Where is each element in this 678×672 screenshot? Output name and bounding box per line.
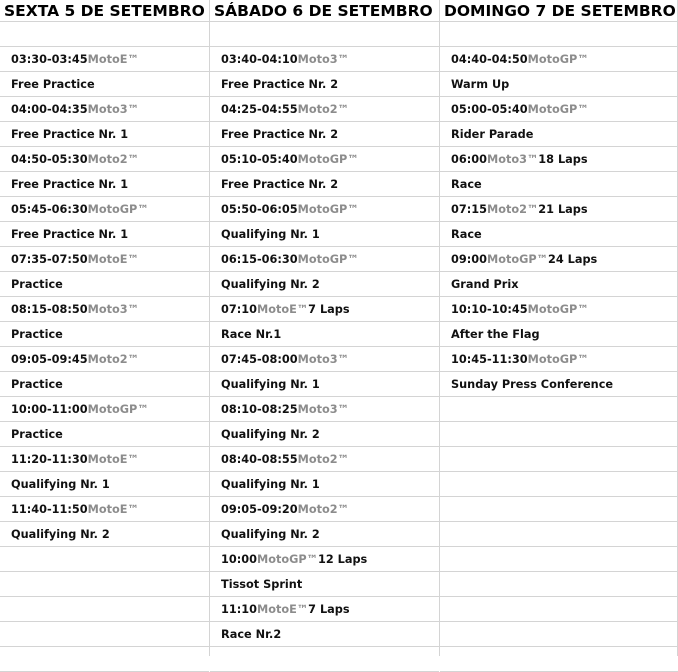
- category-label: MotoE™: [256, 603, 309, 616]
- schedule-cell[interactable]: [440, 572, 678, 597]
- cell-text: 08:15-08:50: [11, 303, 88, 316]
- schedule-cell[interactable]: [210, 172, 439, 197]
- cell-text: 09:05-09:20: [221, 503, 298, 516]
- category-label: Moto3™: [297, 53, 349, 66]
- schedule-cell[interactable]: [0, 322, 209, 347]
- schedule-cell[interactable]: [210, 72, 439, 97]
- schedule-cell[interactable]: [0, 122, 209, 147]
- schedule-cell[interactable]: [210, 222, 439, 247]
- schedule-cell[interactable]: [440, 122, 678, 147]
- schedule-cell[interactable]: [210, 447, 439, 472]
- schedule-cell[interactable]: [440, 97, 678, 122]
- schedule-cell[interactable]: [0, 472, 209, 497]
- cell-text: 07:45-08:00: [221, 353, 298, 366]
- cell-text: 08:10-08:25: [221, 403, 298, 416]
- schedule-cell[interactable]: [0, 622, 209, 647]
- cell-text: After the Flag: [451, 328, 540, 341]
- category-label: MotoGP™: [297, 203, 359, 216]
- cell-text: 05:45-06:30: [11, 203, 88, 216]
- schedule-cell[interactable]: [210, 372, 439, 397]
- cell-text: 08:40-08:55: [221, 453, 298, 466]
- category-label: MotoE™: [87, 53, 139, 66]
- cell-text: 05:00-05:40: [451, 103, 528, 116]
- cell-text: 10:00: [221, 553, 257, 566]
- cell-text: Practice: [11, 278, 63, 291]
- schedule-cell[interactable]: [0, 522, 209, 547]
- category-label: MotoGP™: [527, 303, 589, 316]
- cell-text: 10:45-11:30: [451, 353, 528, 366]
- schedule-cell[interactable]: [210, 322, 439, 347]
- schedule-cell[interactable]: [210, 47, 439, 72]
- rows-sunday: [440, 22, 678, 672]
- schedule-cell[interactable]: [440, 597, 678, 622]
- cell-text: Qualifying Nr. 1: [221, 478, 320, 491]
- category-label: MotoGP™: [87, 403, 149, 416]
- rows-friday: [0, 22, 209, 672]
- cell-text: Free Practice Nr. 2: [221, 178, 339, 191]
- cell-text: Free Practice Nr. 2: [221, 128, 339, 141]
- laps-label: 7 Laps: [308, 603, 350, 616]
- schedule-cell[interactable]: [0, 72, 209, 97]
- category-label: MotoE™: [87, 253, 139, 266]
- schedule-cell[interactable]: [0, 247, 209, 272]
- schedule-cell[interactable]: [210, 397, 439, 422]
- schedule-cell[interactable]: [440, 522, 678, 547]
- cell-text: Free Practice Nr. 1: [11, 178, 129, 191]
- schedule-cell[interactable]: [440, 422, 678, 447]
- cell-text: 03:40-04:10: [221, 53, 298, 66]
- schedule-cell[interactable]: [210, 522, 439, 547]
- cell-text: 07:10: [221, 303, 257, 316]
- cell-text: 11:40-11:50: [11, 503, 88, 516]
- category-label: Moto2™: [297, 103, 349, 116]
- column-header-saturday: SÁBADO 6 DE SETEMBRO: [210, 0, 439, 22]
- cell-text: 06:15-06:30: [221, 253, 298, 266]
- schedule-cell[interactable]: [440, 447, 678, 472]
- schedule-cell[interactable]: [210, 622, 439, 647]
- category-label: Moto3™: [87, 103, 139, 116]
- column-header-sunday: DOMINGO 7 DE SETEMBRO: [440, 0, 678, 22]
- cell-text: Warm Up: [451, 78, 510, 91]
- schedule-cell[interactable]: [210, 247, 439, 272]
- category-label: MotoGP™: [297, 153, 359, 166]
- cell-text: 06:00: [451, 153, 487, 166]
- schedule-cell[interactable]: [440, 647, 678, 672]
- category-label: MotoE™: [87, 453, 139, 466]
- schedule-cell[interactable]: [440, 547, 678, 572]
- cell-text: 11:10: [221, 603, 257, 616]
- category-label: MotoGP™: [527, 353, 589, 366]
- cell-text: Race: [451, 178, 482, 191]
- schedule-cell[interactable]: [210, 547, 439, 572]
- schedule-cell[interactable]: [440, 372, 678, 397]
- cell-text: Race Nr.1: [221, 328, 282, 341]
- cell-text: Free Practice Nr. 1: [11, 228, 129, 241]
- cell-text: Free Practice: [11, 78, 95, 91]
- cell-text: Rider Parade: [451, 128, 534, 141]
- cell-text: Practice: [11, 328, 63, 341]
- category-label: MotoE™: [87, 503, 139, 516]
- schedule-cell[interactable]: [210, 97, 439, 122]
- schedule-cell[interactable]: [440, 247, 678, 272]
- schedule-cell[interactable]: [210, 647, 439, 672]
- schedule-cell[interactable]: [440, 22, 678, 47]
- schedule-cell[interactable]: [0, 647, 209, 672]
- cell-text: Practice: [11, 378, 63, 391]
- schedule-cell[interactable]: [0, 197, 209, 222]
- schedule-cell[interactable]: [440, 222, 678, 247]
- column-friday: [0, 0, 210, 656]
- cell-text: Grand Prix: [451, 278, 519, 291]
- cell-text: 05:50-06:05: [221, 203, 298, 216]
- category-label: Moto3™: [297, 353, 349, 366]
- category-label: MotoGP™: [297, 253, 359, 266]
- cell-text: 03:30-03:45: [11, 53, 88, 66]
- schedule-cell[interactable]: [0, 272, 209, 297]
- schedule-cell[interactable]: [210, 22, 439, 47]
- category-label: Moto2™: [87, 353, 139, 366]
- rows-saturday: [210, 22, 439, 672]
- cell-text: Qualifying Nr. 1: [11, 478, 110, 491]
- schedule-cell[interactable]: [210, 422, 439, 447]
- schedule-cell[interactable]: [210, 147, 439, 172]
- schedule-cell[interactable]: [440, 197, 678, 222]
- schedule-cell[interactable]: [0, 22, 209, 47]
- category-label: Moto3™: [87, 303, 139, 316]
- category-label: Moto3™: [486, 153, 539, 166]
- schedule-cell[interactable]: [440, 72, 678, 97]
- laps-label: 18 Laps: [538, 153, 588, 166]
- column-header-friday: SEXTA 5 DE SETEMBRO: [0, 0, 209, 22]
- schedule-cell[interactable]: [440, 297, 678, 322]
- schedule-cell[interactable]: [210, 272, 439, 297]
- schedule-cell[interactable]: [210, 197, 439, 222]
- cell-text: Race Nr.2: [221, 628, 282, 641]
- schedule-cell[interactable]: [0, 372, 209, 397]
- schedule-cell[interactable]: [0, 172, 209, 197]
- cell-text: 10:10-10:45: [451, 303, 528, 316]
- cell-text: Practice: [11, 428, 63, 441]
- laps-label: 12 Laps: [317, 553, 368, 566]
- cell-text: 07:35-07:50: [11, 253, 88, 266]
- cell-text: 11:20-11:30: [11, 453, 88, 466]
- cell-text: 05:10-05:40: [221, 153, 298, 166]
- laps-label: 24 Laps: [547, 253, 598, 266]
- schedule-cell[interactable]: [440, 497, 678, 522]
- schedule-cell[interactable]: [0, 97, 209, 122]
- category-label: Moto2™: [297, 453, 349, 466]
- category-label: Moto2™: [297, 503, 349, 516]
- category-label: Moto2™: [87, 153, 139, 166]
- schedule-cell[interactable]: [210, 122, 439, 147]
- category-label: MotoGP™: [527, 103, 589, 116]
- schedule-cell[interactable]: [440, 172, 678, 197]
- cell-text: Qualifying Nr. 1: [221, 228, 320, 241]
- cell-text: Race: [451, 228, 482, 241]
- schedule-cell[interactable]: [0, 497, 209, 522]
- schedule-cell[interactable]: [440, 622, 678, 647]
- schedule-cell[interactable]: [440, 272, 678, 297]
- category-label: Moto3™: [297, 403, 349, 416]
- cell-text: Free Practice Nr. 2: [221, 78, 339, 91]
- schedule-cell[interactable]: [210, 497, 439, 522]
- cell-text: Qualifying Nr. 2: [221, 428, 320, 441]
- cell-text: 04:00-04:35: [11, 103, 88, 116]
- cell-text: 09:05-09:45: [11, 353, 88, 366]
- schedule-cell[interactable]: [440, 147, 678, 172]
- category-label: MotoGP™: [87, 203, 149, 216]
- laps-label: 7 Laps: [308, 303, 350, 316]
- cell-text: Sunday Press Conference: [451, 378, 614, 391]
- schedule-cell[interactable]: [440, 47, 678, 72]
- cell-text: 10:00-11:00: [11, 403, 88, 416]
- schedule-cell[interactable]: [440, 322, 678, 347]
- cell-text: Free Practice Nr. 1: [11, 128, 129, 141]
- schedule-cell[interactable]: [0, 347, 209, 372]
- schedule-cell[interactable]: [210, 347, 439, 372]
- cell-text: Tissot Sprint: [221, 578, 303, 591]
- schedule-cell[interactable]: [210, 572, 439, 597]
- cell-text: 09:00: [451, 253, 487, 266]
- cell-text: Qualifying Nr. 2: [221, 528, 320, 541]
- cell-text: Qualifying Nr. 2: [11, 528, 110, 541]
- schedule-cell[interactable]: [210, 597, 439, 622]
- schedule-cell[interactable]: [210, 297, 439, 322]
- category-label: MotoE™: [256, 303, 309, 316]
- category-label: Moto2™: [486, 203, 539, 216]
- laps-label: 21 Laps: [538, 203, 588, 216]
- schedule-cell[interactable]: [0, 547, 209, 572]
- schedule-cell[interactable]: [440, 347, 678, 372]
- cell-text: 04:25-04:55: [221, 103, 298, 116]
- schedule-cell[interactable]: [0, 47, 209, 72]
- schedule-cell[interactable]: [0, 297, 209, 322]
- category-label: MotoGP™: [256, 553, 318, 566]
- schedule-cell[interactable]: [0, 597, 209, 622]
- schedule-cell[interactable]: [440, 397, 678, 422]
- cell-text: 04:40-04:50: [451, 53, 528, 66]
- cell-text: 07:15: [451, 203, 487, 216]
- schedule-cell[interactable]: [0, 422, 209, 447]
- column-sunday: [440, 0, 678, 656]
- category-label: MotoGP™: [527, 53, 589, 66]
- column-saturday: [210, 0, 440, 656]
- cell-text: Qualifying Nr. 1: [221, 378, 320, 391]
- schedule-cell[interactable]: [0, 572, 209, 597]
- schedule-cell[interactable]: [210, 472, 439, 497]
- schedule-cell[interactable]: [0, 397, 209, 422]
- schedule-cell[interactable]: [0, 147, 209, 172]
- schedule-cell[interactable]: [440, 472, 678, 497]
- category-label: MotoGP™: [486, 253, 548, 266]
- schedule-cell[interactable]: [0, 447, 209, 472]
- schedule-cell[interactable]: [0, 222, 209, 247]
- cell-text: 04:50-05:30: [11, 153, 88, 166]
- cell-text: Qualifying Nr. 2: [221, 278, 320, 291]
